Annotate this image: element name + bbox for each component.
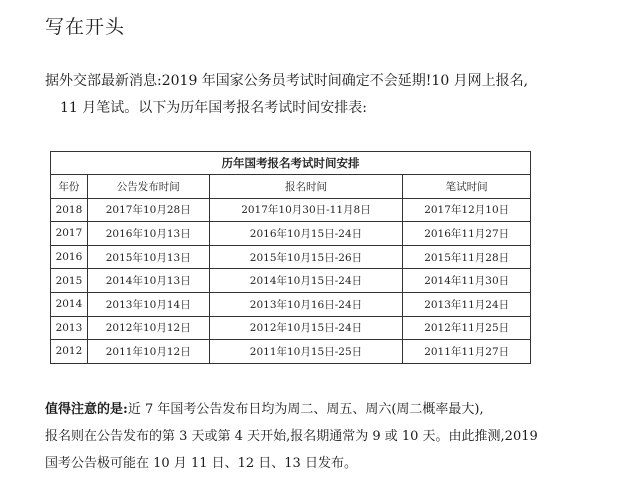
cell-registration-period: 2016年10月15日-24日 [209,222,403,246]
cell-notice-date: 2013年10月14日 [87,292,209,316]
intro-line-1: 据外交部最新消息:2019 年国家公务员考试时间确定不会延期!10 月网上报名, [45,73,529,89]
cell-exam-date: 2014年11月30日 [403,269,531,293]
cell-year: 2018 [51,198,88,222]
table-row [51,340,531,364]
cell-year: 2016 [51,245,88,269]
note-line-1-text: 近 7 年国考公告发布日均为周二、周五、周六(周二概率最大), [127,402,484,417]
cell-registration-period: 2013年10月16日-24日 [209,292,403,316]
cell-registration-period: 2012年10月15日-24日 [209,316,403,340]
header-year: 年份 [51,175,88,199]
table-title: 历年国考报名考试时间安排 [51,152,531,175]
cell-exam-date: 2012年11月25日 [403,316,531,340]
cell-year: 2013 [51,316,88,340]
cell-exam-date: 2011年11月27日 [403,340,531,364]
note-paragraph [45,396,605,477]
note-line-1 [45,396,605,423]
exam-schedule-table [50,151,531,364]
cell-year: 2012 [51,340,88,364]
header-exam-date: 笔试时间 [403,175,531,199]
cell-exam-date: 2013年11月24日 [403,292,531,316]
cell-exam-date: 2017年12月10日 [403,198,531,222]
cell-notice-date: 2015年10月13日 [87,245,209,269]
table-row [51,316,531,340]
table-caption-row [51,152,531,175]
note-line-2: 报名则在公告发布的第 3 天或第 4 天开始,报名期通常为 9 或 10 天。由此推测,2019 [45,429,538,444]
intro-paragraph [45,68,585,122]
cell-notice-date: 2014年10月13日 [87,269,209,293]
note-line-3: 国考公告极可能在 10 月 11 日、12 日、13 日发布。 [45,456,357,471]
cell-registration-period: 2011年10月15日-25日 [209,340,403,364]
cell-exam-date: 2015年11月28日 [403,245,531,269]
cell-notice-date: 2017年10月28日 [87,198,209,222]
cell-registration-period: 2017年10月30日-11月8日 [209,198,403,222]
cell-year: 2014 [51,292,88,316]
header-registration-period: 报名时间 [209,175,403,199]
cell-registration-period: 2014年10月15日-24日 [209,269,403,293]
note-lead: 值得注意的是: [45,402,128,417]
table-row [51,269,531,293]
intro-line-2: 11 月笔试。以下为历年国考报名考试时间安排表: [60,100,367,116]
cell-registration-period: 2015年10月15日-26日 [209,245,403,269]
cell-notice-date: 2011年10月12日 [87,340,209,364]
cell-notice-date: 2016年10月13日 [87,222,209,246]
cell-notice-date: 2012年10月12日 [87,316,209,340]
header-notice-date: 公告发布时间 [87,175,209,199]
table-row [51,222,531,246]
cell-year: 2015 [51,269,88,293]
section-heading: 写在开头 [45,16,126,38]
table-row [51,292,531,316]
cell-exam-date: 2016年11月27日 [403,222,531,246]
table-row [51,245,531,269]
table-row [51,198,531,222]
table-header-row [51,175,531,199]
cell-year: 2017 [51,222,88,246]
